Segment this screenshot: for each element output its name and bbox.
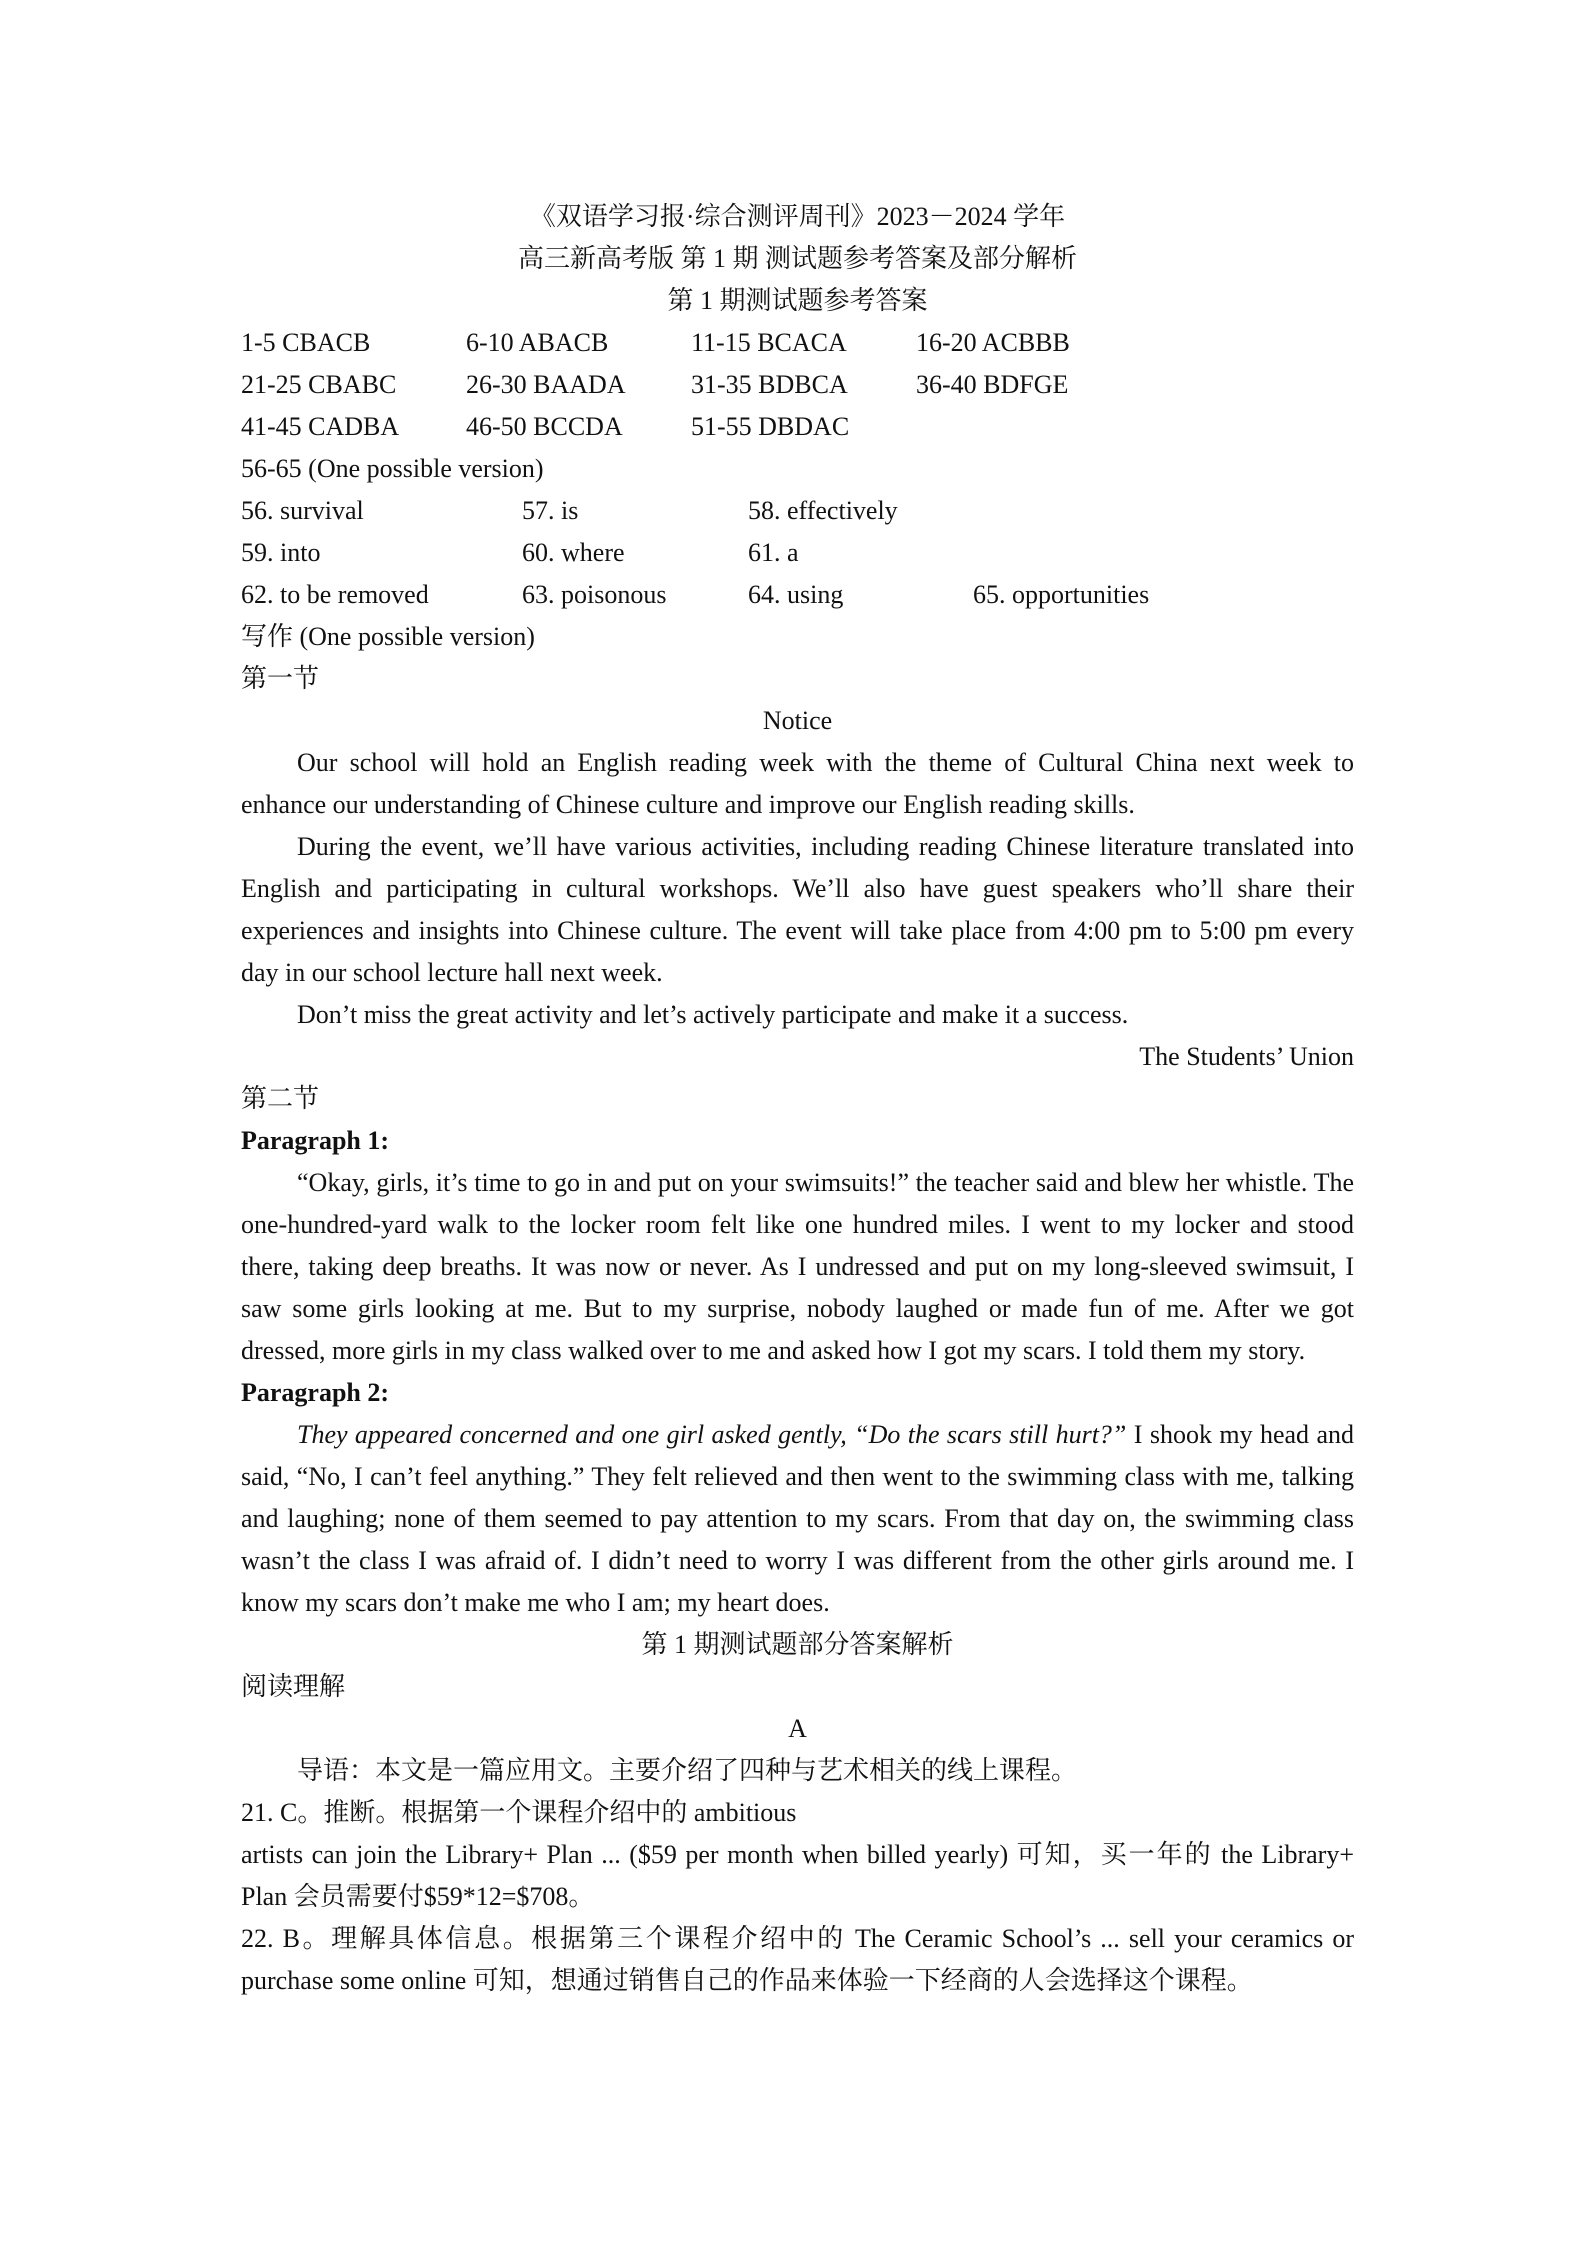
header-subtitle: 高三新高考版 第 1 期 测试题参考答案及部分解析 xyxy=(517,244,1077,273)
cloze-row xyxy=(241,490,1354,532)
answer-group: 31-35 BDBCA xyxy=(691,370,848,399)
section-two-heading: 第二节 xyxy=(241,1084,320,1113)
answer-group: 51-55 DBDAC xyxy=(691,412,850,441)
analysis-heading: 第 1 期测试题部分答案解析 xyxy=(641,1630,954,1659)
question-21-detail: artists can join the Library+ Plan ... ($59 per month when billed yearly) 可知，买一年的 the Library+ Plan 会员需要付$59*12=$708。 xyxy=(241,1840,1354,1911)
cloze-heading: 56-65 (One possible version) xyxy=(241,454,544,483)
paragraph-two-label: Paragraph 2: xyxy=(241,1378,390,1407)
paragraph-one-label: Paragraph 1: xyxy=(241,1126,390,1155)
answers-heading: 第 1 期测试题参考答案 xyxy=(667,286,928,315)
header-title: 《双语学习报·综合测评周刊》2023－2024 学年 xyxy=(529,202,1066,231)
cloze-answer: 65. opportunities xyxy=(973,580,1150,609)
cloze-answer: 63. poisonous xyxy=(522,580,667,609)
analysis-intro: 导语：本文是一篇应用文。主要介绍了四种与艺术相关的线上课程。 xyxy=(297,1756,1078,1785)
cloze-answer: 61. a xyxy=(748,538,799,567)
notice-paragraph: Don’t miss the great activity and let’s actively participate and make it a success. xyxy=(297,1000,1129,1029)
paragraph-two-text: I shook my head and said, “No, I can’t feel anything.” They felt relieved and then went to the swimming class with me, talking and laughing; none of them seemed to pay attention to my scars. From that day on, the swimming class wasn’t the class I was afraid of. I didn’t need to worry I was different from the other girls around me. I know my scars don’t make me who I am; my heart does. xyxy=(241,1420,1354,1617)
part-label: A xyxy=(788,1714,807,1743)
writing-heading: 写作 (One possible version) xyxy=(241,622,535,651)
answer-sheet-page xyxy=(241,196,1354,2002)
paragraph-two xyxy=(241,1414,1354,1624)
answer-group: 16-20 ACBBB xyxy=(916,328,1070,357)
paragraph-two-opening: They appeared concerned and one girl asked gently, “Do the scars still hurt?” xyxy=(297,1420,1127,1449)
answer-group: 1-5 CBACB xyxy=(241,328,371,357)
notice-paragraph: During the event, we’ll have various activities, including reading Chinese literature translated into English and participating in cultural workshops. We’ll also have guest speakers who’ll share their experiences and insights into Chinese culture. The event will take place from 4:00 pm to 5:00 pm every day in our school lecture hall next week. xyxy=(241,832,1354,987)
question-21-explanation: 21. C。推断。根据第一个课程介绍中的 ambitious xyxy=(241,1798,797,1827)
answer-group: 21-25 CBABC xyxy=(241,370,397,399)
answer-row xyxy=(241,322,1354,364)
cloze-answer: 60. where xyxy=(522,538,625,567)
answer-group: 11-15 BCACA xyxy=(691,328,847,357)
answer-group: 26-30 BAADA xyxy=(466,370,626,399)
question-22-explanation: 22. B。理解具体信息。根据第三个课程介绍中的 The Ceramic School’s ... sell your ceramics or purchase some online 可知，想通过销售自己的作品来体验一下经商的人会选择这个课程。 xyxy=(241,1924,1354,1995)
reading-section-heading: 阅读理解 xyxy=(241,1672,346,1701)
answer-row xyxy=(241,406,1354,448)
cloze-answer: 57. is xyxy=(522,496,579,525)
answer-row xyxy=(241,364,1354,406)
notice-signature: The Students’ Union xyxy=(1139,1042,1354,1071)
cloze-row xyxy=(241,532,1354,574)
cloze-answer: 59. into xyxy=(241,538,321,567)
cloze-answer: 62. to be removed xyxy=(241,580,429,609)
answer-group: 46-50 BCCDA xyxy=(466,412,623,441)
cloze-answer: 56. survival xyxy=(241,496,364,525)
paragraph-one-text: “Okay, girls, it’s time to go in and put on your swimsuits!” the teacher said and blew her whistle. The one-hundred-yard walk to the locker room felt like one hundred miles. I went to my locker and stood there, taking deep breaths. It was now or never. As I undressed and put on my long-sleeved swimsuit, I saw some girls looking at me. But to my surprise, nobody laughed or made fun of me. After we got dressed, more girls in my class walked over to me and asked how I got my scars. I told them my story. xyxy=(241,1168,1354,1365)
cloze-row xyxy=(241,574,1354,616)
answer-group: 6-10 ABACB xyxy=(466,328,609,357)
answer-group: 41-45 CADBA xyxy=(241,412,400,441)
answer-group: 36-40 BDFGE xyxy=(916,370,1069,399)
cloze-answer: 58. effectively xyxy=(748,496,898,525)
section-one-heading: 第一节 xyxy=(241,664,320,693)
notice-paragraph: Our school will hold an English reading week with the theme of Cultural China next week to enhance our understanding of Chinese culture and improve our English reading skills. xyxy=(241,748,1354,819)
notice-title: Notice xyxy=(762,706,833,735)
cloze-answer: 64. using xyxy=(748,580,844,609)
